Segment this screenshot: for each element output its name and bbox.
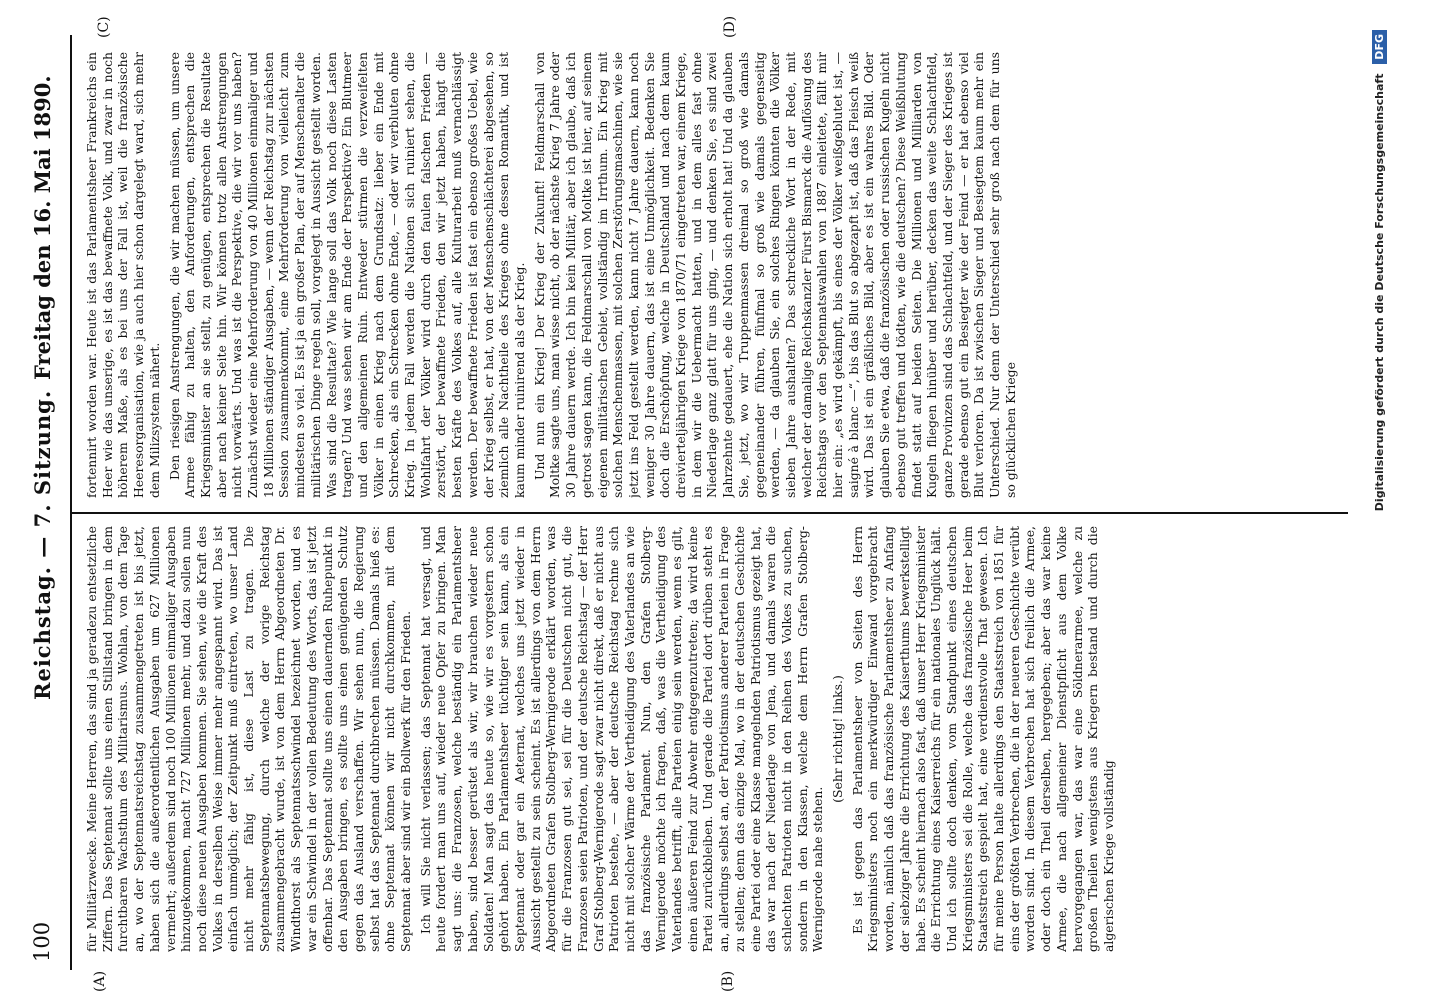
column-divider: [70, 512, 1348, 514]
paragraph: Ich will Sie nicht verlassen; das Septennat hat versagt, und heute fordert man uns auf, wieder neue Opfer zu bringen. Man sagt uns: die Franzosen, welche beständig ein Parlamentsheer haben, sind besser gerüstet als wir, wir brauchen wieder neue Soldaten! Man sagt das heute so, wie wir es vorgestern schon gehört haben. Ein Parlamentsheer tüchtiger sein kann, als ein Septennat oder gar ein Aeternat, welches uns jetzt wieder in Aussicht gestellt zu sein scheint. Es ist allerdings von dem Herrn Abgeordneten Grafen Stolberg-Wernigerode erklärt worden, was für die Franzosen gut sei, sei für die Deutschen nicht gut, die Franzosen seien Patrioten, und der deutsche Reichstag — der Herr Graf Stolberg-Wernigerode sagt zwar nicht direkt, daß er nicht aus Patrioten bestehe, — aber der deutsche Reichstag rechne sich nicht mit solcher Wärme der Vertheidigung des Vaterlandes an wie das französische Parlament. Nun, den Grafen Stolberg-Wernigerode möchte ich fragen, daß, was die Vertheidigung des Vaterlandes betrifft, alle Parteien einig sein werden, wenn es gilt, einen äußeren Feind zur Abwehr entgegenzutreten; da wird keine Partei zurückbleiben. Und gerade die Partei dort drüben steht es an, allerdings selbst an, der Patriotismus anderer Parteien in Frage zu stellen; denn das einzige Mal, wo in der deutschen Geschichte eine Partei oder eine Klasse mangelnden Patriotismus gezeigt hat, das war nach der Niederlage von Jena, und damals waren die schlechten Patrioten nicht in den Reihen des Volkes zu suchen, sondern in den Klassen, welche dem Herrn Grafen Stolberg-Wernigerode nahe stehen.: [417, 526, 826, 952]
paragraph: für Militärzwecke. Meine Herren, das sind ja geradezu entsetzliche Ziffern. Das Septennat sollte uns einen Stillstand bringen in dem furchtbaren Wachsthum des Militarismus. Wohlan, von dem Tage an, wo der Septennatsreichstag zusammengetreten ist bis jetzt, haben sich die außerordentlichen Ausgaben um 627 Millionen vermehrt; außerdem sind noch 100 Millionen einmaliger Ausgaben hinzugekommen, macht 727 Millionen mehr, und dazu sollen nun noch diese neuen Ausgaben kommen. Sie sehen, wie die Kraft des Volkes in derselben Weise immer mehr angespannt wird. Das ist einfach unmöglich; der Zeitpunkt muß eintreten, wo unser Land nicht mehr fähig ist, diese Last zu tragen. Die Septennatsbewegung, durch welche der vorige Reichstag zusammengebracht wurde, ist von dem Herrn Abgeordneten Dr. Windthorst als Septennatsschwindel bezeichnet worden, und es war ein Schwindel in der vollen Bedeutung des Worts, das ist jetzt offenbar. Das Septennat sollte uns einen dauernden Ruhepunkt in den Ausgaben bringen, es sollte uns einen genügenden Schutz gegen das Ausland verschaffen. Wir sehen nun, die Regierung selbst hat das Septennat durchbrechen müssen. Damals hieß es: ohne Septennat können wir nicht durchkommen, mit dem Septennat aber sind wir ein Bollwerk für den Frieden.: [84, 526, 414, 952]
page-header: [22, 40, 62, 970]
marker-b: (B): [720, 970, 736, 992]
marker-a: (A): [92, 970, 108, 992]
marker-c: (C): [96, 16, 112, 38]
paragraph: Es ist gegen das Parlamentsheer von Seiten des Herrn Kriegsministers noch ein merkwürdiger Einwand vorgebracht worden, nämlich daß das französische Parlamentsheer zu Anfang der siebziger Jahre die Errichtung des Kaiserthums bewerkstelligt habe. Es scheint hiernach also fast, daß unser Herr Kriegsminister die Errichtung eines Kaiserreichs für ein nationales Unglück hält. Und ich sollte doch denken, vom Standpunkt eines deutschen Kriegsministers sei die Rolle, welche das französische Heer beim Staatsstreich gespielt hat, eine verdienstvolle That gewesen. Ich für meine Person halte allerdings den Staatsstreich von 1851 für eins der größten Verbrechen, die in der neueren Geschichte verübt worden sind. In diesem Verbrechen hat sich freilich die Armee, oder doch ein Theil derselben, hergegeben; aber das war keine Armee, die nach allgemeiner Dienstpflicht aus dem Volke hervorgegangen war, das war eine Söldnerarmee, welche zu großen Theilen wenigstens aus Kriegern bestand und durch die algerischen Kriege vollständig: [849, 526, 1116, 952]
interjection: (Sehr richtig! links.): [830, 675, 846, 803]
paragraph: fortennirt worden war. Heute ist das Parlamentsheer Frankreichs ein Heer wie das unserige, es ist das bewaffnete Volk, und zwar in noch höherem Maße, als es bei uns der Fall ist, weil die französische Heeresorganisation, wie ja auch hier schon dargelegt ward, sich mehr dem Milizsystem nähert.: [84, 52, 162, 498]
session-date: Freitag den 16. Mai 1890.: [30, 75, 55, 380]
digitization-credit: [1373, 30, 1386, 511]
credit-text: Digitalisierung gefördert durch die Deutsche Forschungsgemeinschaft: [1373, 73, 1386, 512]
paragraph: Den riesigen Anstrengungen, die wir machen müssen, um unsere Armee fähig zu halten, den Anforderungen, entsprechen die Kriegsminister an sie stellt, zu genügen, entsprechen die Resultate aber nach keiner Seite hin. Wir können trotz allen Anstrengungen nicht vorwärts. Und was ist die Perspektive, die wir vor uns haben? Zunächst wieder eine Mehrforderung von 40 Millionen einmaliger und 18 Millionen ständiger Ausgaben, — wenn der Reichstag zur nächsten Session zusammenkommt, eine Mehrforderung von vielleicht zum mindesten so viel. Es ist ja ein großer Plan, der auf Menschenalter die militärischen Dinge regeln soll, vorgelegt in Aussicht gestellt worden. Was sind die Resultate? Wie lange soll das Volk noch diese Lasten tragen? Und was sehen wir am Ende der Perspektive? Ein Blutmeer und den allgemeinen Ruin. Entweder stürmen die verzweifelten Völker in einen Krieg nach dem Grundsatz: lieber ein Ende mit Schrecken, als ein Schrecken ohne Ende, — oder wir verbluten ohne Krieg. In jedem Fall werden die Nationen sich ruiniert sehen, die Wohlfahrt der Völker wird durch den faulen falschen Frieden — zerstört, der bewaffnete Frieden, den wir jetzt haben, hängt die besten Kräfte des Volkes auf, alle Kulturarbeit muß vernachlässigt werden. Der bewaffnete Frieden ist fast ein ebenso großes Uebel, wie der Krieg selbst, er hat, von der Menschenschlächterei abgesehen, so ziemlich alle Nachtheile des Krieges ohne dessen Romantik, und ist kaum minder ruinirend als der Krieg.: [166, 52, 527, 498]
page-number: 100: [30, 921, 54, 962]
header-rule: [70, 35, 72, 970]
session-title: Reichstag. — 7. Sitzung.: [30, 389, 55, 700]
dfg-logo: DFG: [1372, 30, 1387, 64]
right-text-column: [84, 52, 1340, 498]
marker-d: (D): [722, 15, 738, 38]
left-text-column: [84, 526, 1340, 952]
paragraph: Und nun ein Krieg! Der Krieg der Zukunft! Feldmarschall von Moltke sagte uns, man wisse nicht, ob der nächste Krieg 7 Jahre oder 30 Jahre dauern werde. Ich bin kein Militär, aber ich glaube, daß ich getrost sagen kann, die Feldmarschall von Moltke ist hier, auf seinem eigenen militärischen Gebiet, vollständig im Irrthum. Ein Krieg mit solchen Menschenmassen, mit solchen Zerstörungsmaschinen, wie sie jetzt ins Feld gestellt werden, kann nicht 7 Jahre dauern, kann noch weniger 30 Jahre dauern, das ist eine Unmöglichkeit. Bedenken Sie doch die Erschöpfung, welche in Deutschland und nach dem kaum dreivierteljährigen Kriege von 1870/71 eingetreten war, einem Kriege, in dem wir die Uebermacht hatten, und in dem alles fast ohne Niederlage ganz glatt für uns ging, — und denken Sie, es sind zwei Jahrzehnte gedauert, ehe die Nation sich erholt hat! Und da glauben Sie, jetzt, wo wir Truppenmassen dreimal so groß wie damals gegeneinander führen, fünfmal so groß wie damals gegenseitig werden, — da glauben Sie, ein solches Ringen könnten die Völker sieben Jahre aushalten? Das schreckliche Wort in der Rede, mit welcher der damalige Reichskanzler Fürst Bismarck die Auflösung des Reichstags vor den Septennatswahlen von 1887 einleitete, fällt mir hier ein: „es wird gekämpft, bis eines der Völker weißgeblutet ist, — saigné à blanc —“, bis das Blut so abgezapft ist, daß das Fleisch weiß wird. Das ist ein gräßliches Bild, aber es ist ein wahres Bild. Oder glauben Sie etwa, daß die französischen oder russischen Kugeln nicht ebenso gut treffen und tödten, wie die deutschen? Diese Weißblutung findet statt auf beiden Seiten. Die Millionen und Milliarden von Kugeln fliegen hinüber und herüber, decken das weite Schlachtfeld, ganze Provinzen sind das Schlachtfeld, und der Sieger des Krieges ist gerade ebenso gut ein Besiegter wie der Feind — er hat ebenso viel Blut verloren. Da ist zwischen Sieger und Besiegtem kaum mehr ein Unterschied. Nur denn der Unterschied sehr groß nach dem für uns so glücklichen Kriege: [531, 52, 1018, 498]
